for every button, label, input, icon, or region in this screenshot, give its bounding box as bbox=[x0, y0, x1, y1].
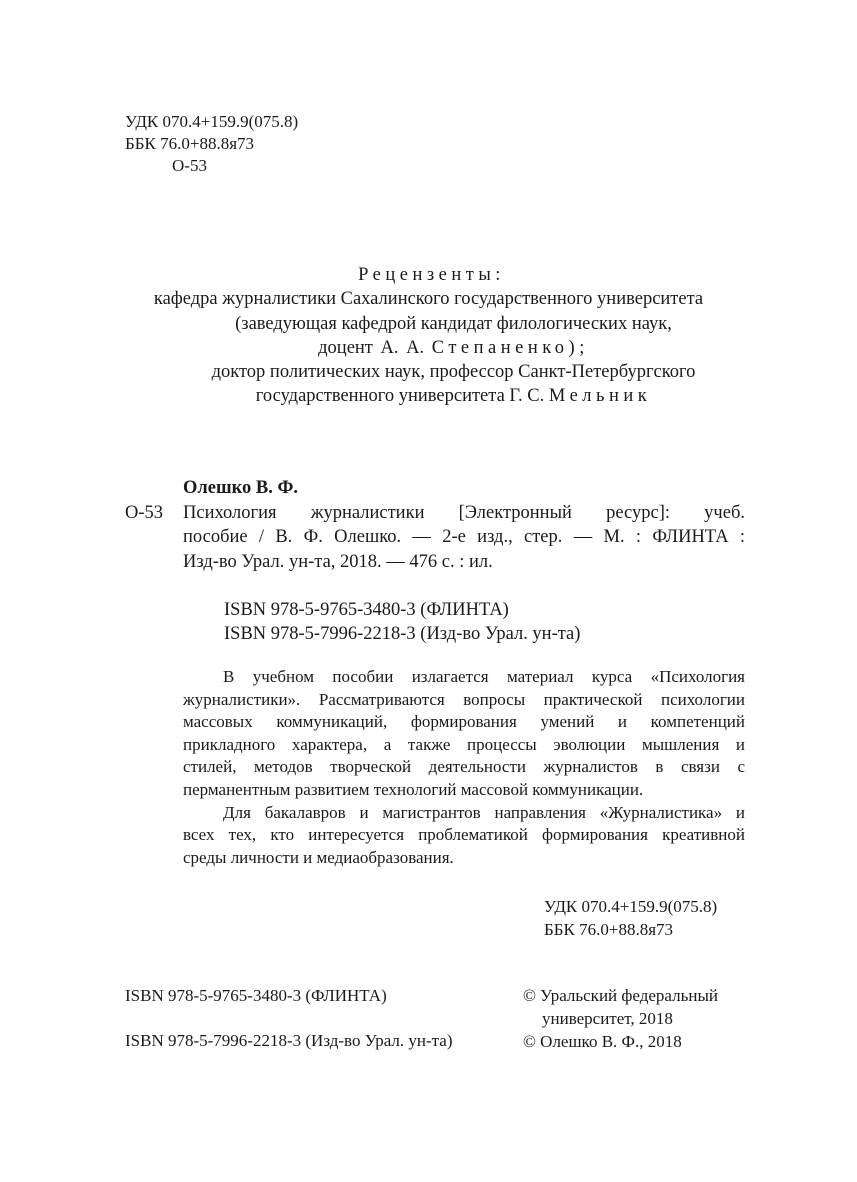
copyright-line: университет, 2018 bbox=[542, 1009, 673, 1028]
reviewers-heading: Рецензенты: bbox=[358, 265, 505, 285]
udk-code: УДК 070.4+159.9(075.8) bbox=[544, 897, 718, 916]
spaced-surname: Мельник bbox=[548, 386, 652, 407]
annotation-line: среды личности и медиаобразования. bbox=[183, 847, 454, 867]
description-line: Изд-во Урал. ун-та, 2018. — 476 с. : ил. bbox=[183, 551, 493, 572]
isbn-line: ISBN 978-5-9765-3480-3 (ФЛИНТА) bbox=[224, 600, 509, 620]
annotation-line: прикладного характера, а также процессы эволюции мышления и bbox=[183, 734, 745, 754]
classification-codes-top bbox=[125, 111, 298, 177]
entry-author: Олешко В. Ф. bbox=[183, 478, 298, 498]
reviewer-line: (заведующая кафедрой кандидат филологических наук, bbox=[235, 313, 672, 334]
reviewer-name: доцент А. А. Степаненко); bbox=[318, 337, 589, 358]
annotation-line: перманентным развитием технологий массовой коммуникации. bbox=[183, 779, 644, 799]
spaced-surname: Степаненко); bbox=[431, 337, 589, 358]
bbk-code: ББК 76.0+88.8я73 bbox=[125, 134, 255, 153]
author-mark: О-53 bbox=[172, 156, 207, 175]
isbn-line: ISBN 978-5-7996-2218-3 (Изд-во Урал. ун-та) bbox=[224, 624, 581, 644]
reviewer-line: кафедра журналистики Сахалинского государственного университета bbox=[153, 289, 704, 310]
copyright-block bbox=[523, 985, 718, 1054]
annotation bbox=[183, 666, 745, 869]
reviewer-line bbox=[0, 336, 857, 360]
annotation-line: массовых коммуникаций, формирования умений и компетенций bbox=[183, 712, 745, 732]
copyright-line: © Олешко В. Ф., 2018 bbox=[523, 1032, 682, 1051]
bbk-code: ББК 76.0+88.8я73 bbox=[544, 920, 674, 939]
reviewer-line: доктор политических наук, профессор Санкт-Петербургского bbox=[211, 362, 696, 383]
description-line: Психология журналистики [Электронный ресурс]: учеб. bbox=[183, 503, 745, 523]
annotation-line: журналистики». Рассматриваются вопросы практической психологии bbox=[183, 689, 745, 709]
annotation-line: стилей, методов творческой деятельности журналистов в связи с bbox=[183, 757, 745, 777]
copyright-line: © Уральский федеральный bbox=[523, 986, 718, 1005]
classification-codes-bottom bbox=[544, 896, 717, 942]
reviewer-line: государственного университета Г. С. Мельник bbox=[255, 386, 652, 407]
annotation-line: Для бакалавров и магистрантов направления «Журналистика» и bbox=[223, 802, 745, 822]
annotation-line: всех тех, кто интересуется проблематикой формирования креативной bbox=[183, 825, 745, 845]
description-line: пособие / В. Ф. Олешко. — 2-е изд., стер. — М. : ФЛИНТА : bbox=[183, 527, 745, 548]
udk-code: УДК 070.4+159.9(075.8) bbox=[125, 112, 299, 131]
entry-isbn-list bbox=[224, 598, 580, 646]
entry-description bbox=[183, 501, 745, 574]
footer-isbn: ISBN 978-5-7996-2218-3 (Изд-во Урал. ун-та) bbox=[125, 1031, 453, 1050]
annotation-line: В учебном пособии излагается материал курса «Психология bbox=[223, 667, 745, 686]
footer-isbn: ISBN 978-5-9765-3480-3 (ФЛИНТА) bbox=[125, 986, 387, 1005]
entry-code: О-53 bbox=[125, 503, 164, 523]
reviewers-block bbox=[0, 263, 857, 409]
